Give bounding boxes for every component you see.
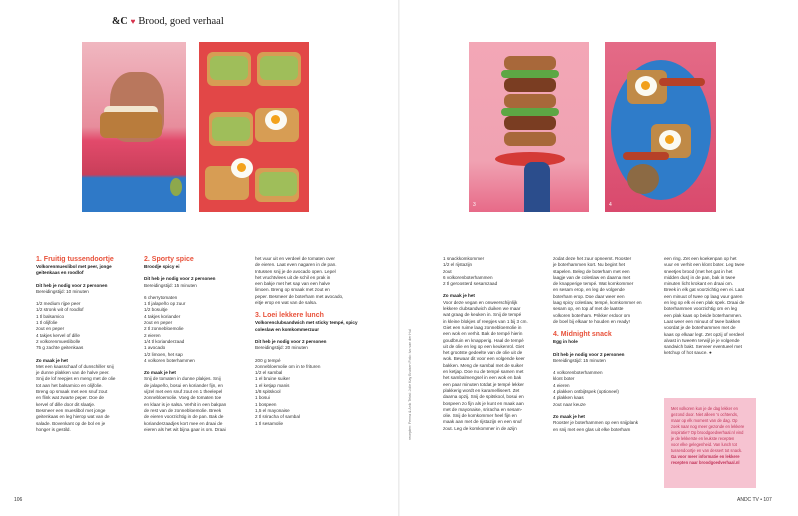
yolk-icon bbox=[665, 135, 674, 144]
photo-number: 3 bbox=[473, 202, 476, 208]
avocado-shape bbox=[212, 117, 250, 141]
tempe-shape bbox=[504, 116, 556, 130]
yolk-icon bbox=[271, 115, 280, 124]
recipe-2-servings: Dit heb je nodig voor 2 personen bbox=[144, 276, 216, 282]
tip-box: Met volkoren kun je de dag lekker en gezond door. Niet alleen 's ochtends, maar op elk moment van de dag. Op zoek naar nog meer gezonde en lekkere inspiratie? Op broodgoedverhaal.nl vind je de lekkerste en leukste recepten voor elke gelegenheid. Van lunch tot tussendoortje en van dessert tot snack. Ga voor meer informatie en lekkere recepten naar broodgoedverhaal.nl bbox=[664, 398, 756, 488]
avocado-shape bbox=[260, 56, 298, 80]
recipe-2-time: Bereidingstijd: 15 minuten bbox=[144, 282, 197, 288]
magazine-logo: &C bbox=[112, 16, 128, 27]
header bbox=[112, 16, 224, 27]
recipe-2-column bbox=[144, 256, 248, 433]
toast-ring-shape bbox=[627, 164, 659, 194]
yolk-icon bbox=[641, 81, 650, 90]
recipe-2-ingredients: 6 cherrytomaten 1 tl jalapeño op zuur 1/2 bosuitje 4 takjes koriander zout en peper 2 tl zonnebloemolie 2 eieren 1/4 tl korianderzaad 1 avocado 1/2 limoen, het sap 4 volkoren boterhammen bbox=[144, 294, 195, 363]
recipe-4-method-continued: een ring. Zet een koekenpan op het vuur en verhit een klont boter. Leg twee sneetjes brood (met het gat in het midden dus) in de pan, bak in twee minuten licht krokant en draai om. Breek in elk gat voorzichtig een ei. Laat een minuut of twee op laag vuur garen en leg op elk ei een plak spek. Draai de boterhammen voorzichtig om en leg een plak kaas op beide boterhammen. Laat weer een minuut of twee bakken voordat je de boterhammen met de kaas op elkaar legt. Zet opzij of verdeel alvast in tweeën terwijl je je volgende sandwich bakt. Serveer eventueel met ketchup of hot sauce. ● bbox=[664, 256, 745, 356]
recipe-3-ingredients-continued: 1 snackkomkommer 1/2 el rijstazijn zout 6 volkorenboterhammen 2 tl geroosterd sesamzaad bbox=[443, 256, 498, 287]
photo-club-sandwich bbox=[469, 42, 589, 212]
lettuce-shape bbox=[501, 108, 559, 116]
recipe-2-method: Snij de tomaten in dunne plakjes. Snij de jalapeño, bosui en koriander fijn, en vijzel met een snuf zout en 1 theelepel zonnebloemolie. Voeg de tomaten toe en klaar is je salsa. Verhit in een bakpan de rest van de zonnebloemolie. Breek de eieren voorzichtig in de pan. Bak de korianderzaadjes kort mee en draai de eieren als het wit bijna gaar is om. Draai bbox=[144, 376, 227, 432]
recipe-4-method: Rooster je boterhammen op een snijplank en snij met een glas uit elke boterham bbox=[553, 420, 639, 432]
recipe-1-subtitle: Volkorenmueslibol met peer, jonge geitenkaas en roodlof bbox=[36, 264, 112, 276]
bread-shape bbox=[504, 94, 556, 108]
arm-shape bbox=[524, 162, 550, 212]
recipe-4-subtitle: Egg in hole bbox=[553, 339, 578, 345]
recipe-1-column bbox=[36, 256, 136, 433]
recipe-3-title: 3. Loei lekkere lunch bbox=[255, 312, 324, 320]
recipe-3-ingredients: 200 g tempé zonnebloemolie om in te frituren 1/2 el sambal 1 el bruine suiker 1 el ketjap manis 1/8 spitskool 1 bosui 1 bospeen 1,5 el mayonaise 2 tl sriracha of sambal 1 tl sesamolie bbox=[255, 357, 321, 426]
recipe-3-column-continued bbox=[443, 256, 545, 432]
recipe-4-howto: Zo maak je het bbox=[553, 413, 585, 419]
recipe-2-subtitle: Broodje spicy ei bbox=[144, 264, 180, 269]
heart-icon: ♥ bbox=[130, 17, 136, 26]
recipe-3-column bbox=[255, 256, 359, 427]
recipe-1-ingredients: 1/2 medium rijpe peer 1/2 stronk wit of roodlof 1 tl balsamico 1 tl olijfolie zout en peper 4 takjes kervel of dille 2 volkorenmueslibolle 75 g zachte geitenkaas bbox=[36, 301, 84, 351]
recipe-2-howto: Zo maak je het bbox=[144, 370, 176, 376]
photo-spicy-egg bbox=[199, 42, 309, 212]
photo-egg-in-hole bbox=[605, 42, 716, 212]
recipe-3-time: Bereidingstijd: 20 minuten bbox=[255, 345, 308, 351]
recipe-3-servings: Dit heb je nodig voor 2 personen bbox=[255, 338, 327, 344]
photo-fruity-snack bbox=[82, 42, 186, 212]
recipe-4-column-continued bbox=[664, 256, 768, 357]
avocado-shape bbox=[259, 172, 297, 196]
bread-shape bbox=[504, 132, 556, 146]
recipe-4-time: Bereidingstijd: 15 minuten bbox=[553, 357, 606, 363]
pear-icon bbox=[170, 178, 182, 196]
bacon-shape bbox=[623, 152, 669, 160]
recipe-4-ingredients: 4 volkorenboterhammen klont boter 4 eieren 4 plakken ontbijtspek (optioneel) 4 plakken kaas zout naar keuze bbox=[553, 370, 619, 407]
recipe-1-time: Bereidingstijd: 10 minuten bbox=[36, 288, 89, 294]
recipe-3-subtitle: Volkorenclubsandwich met sticky tempé, spicy coleslaw en komkommerzuur bbox=[255, 320, 358, 332]
recipe-4-title: 4. Midnight snack bbox=[553, 331, 612, 339]
recipe-3-howto: Zo maak je het bbox=[443, 293, 475, 299]
recipe-2-method-continued: het vuur uit en verdeel de tomaten over de eieren. Laat even nagaren in de pan. Intussen snij je de avocado open. Lepel het vruchtvlees uit de schil en prak in een bakje met het sap van een halve limoen. Breng op smaak met zout en peper. Besmeer de boterham met avocado, eitje erop en wat van de salsa. bbox=[255, 256, 344, 306]
bacon-shape bbox=[659, 78, 705, 86]
recipe-1-servings: Dit heb je nodig voor 2 personen bbox=[36, 282, 108, 288]
recipe-2-title: 2. Sporty spice bbox=[144, 256, 194, 263]
tip-cta: Ga voor meer informatie en lekkere recepten naar broodgoedverhaal.nl bbox=[671, 454, 740, 465]
avocado-shape bbox=[210, 56, 248, 80]
recipe-1-method: Met een kaasschaaf of dunschiller snij je dunne plakken van de halve peer. Snij de lof reepjes en meng met de olie tot aan het balsamico en olijfolie. Breng op smaak met een snuf zout en flink wat zwarte peper. Doe de kervel of dille door dit slaatje. Besmeer een mueslibol met jonge geitenkaas en leg hierop wat van de salade. Bovenkant op de bol en je honger is gestild. bbox=[36, 363, 116, 432]
photo-credits: recepten: Fenna & Anik Tekst: Jolie Kay Bruisen Foto: Ivo van der Hul bbox=[408, 329, 412, 440]
gutter bbox=[398, 0, 400, 516]
bread-roll-shape bbox=[100, 112, 162, 138]
lettuce-shape bbox=[501, 70, 559, 78]
photo-number: 4 bbox=[609, 202, 612, 208]
tempe-shape bbox=[504, 78, 556, 92]
recipe-1-title: 1. Fruitig tussendoortje bbox=[36, 256, 114, 263]
bread-shape bbox=[504, 56, 556, 70]
page-number-right: ANDC TV • 107 bbox=[737, 497, 772, 503]
recipe-3-method-continued: zodat deze het zuur opneemt. Rooster je boterhammen kort. Nu begint het stapelen. Beleg de boterham met een laagje van de coleslaw en daarna met de knapperige tempé. Wat komkommer en sesam erop, en leg de volgende boterham erop. Doe daar weer een laag spicy coleslaw, tempé, komkommer en sesam op, en top af met de laatste volkoren boterham. Prikker erdoor om de boel bij elkaar te houden en ready! bbox=[553, 256, 642, 324]
recipe-1-howto: Zo maak je het bbox=[36, 357, 68, 363]
header-title: Brood, goed verhaal bbox=[138, 16, 224, 27]
recipe-4-servings: Dit heb je nodig voor 2 personen bbox=[553, 351, 625, 357]
yolk-icon bbox=[237, 163, 246, 172]
recipe-3-method: Voor deze vegan en onweerschijnlijk lekkere clubsandwich duiken we maar wat graag de keuken in. Snij de tempé in kleine blokjes of reepjes van 1 bij 3 cm. Giet een ruime laag zonnebloemolie in een wok en verhit. Bak de tempé hierin goudbruin en knapperig. Haal de tempé uit de olie en leg op een keukenrol. Giet het grootste gedeelte van de olie uit de wok. Bewaar dit voor een volgende keer bakken. Meng de sambal met de suiker en ketjap. Doe nu de tempé samen met het sambalmengsel in een wok en bak een paar minuten totdat je tempé lekker plakkerig wordt en karamelliseert. Zet daarna opzij. Snij de spitskool, bosui en bospeen zo fijn als je kunt en maak aan met de mayonaise, sriracha en sesam- olie. Snij de komkommer heel fijn en maak aan met de rijstazijn en een snuf zout. Leg de komkommer in de azijn bbox=[443, 299, 528, 431]
page-number-left: 106 bbox=[14, 497, 23, 503]
recipe-4-column bbox=[553, 256, 657, 433]
